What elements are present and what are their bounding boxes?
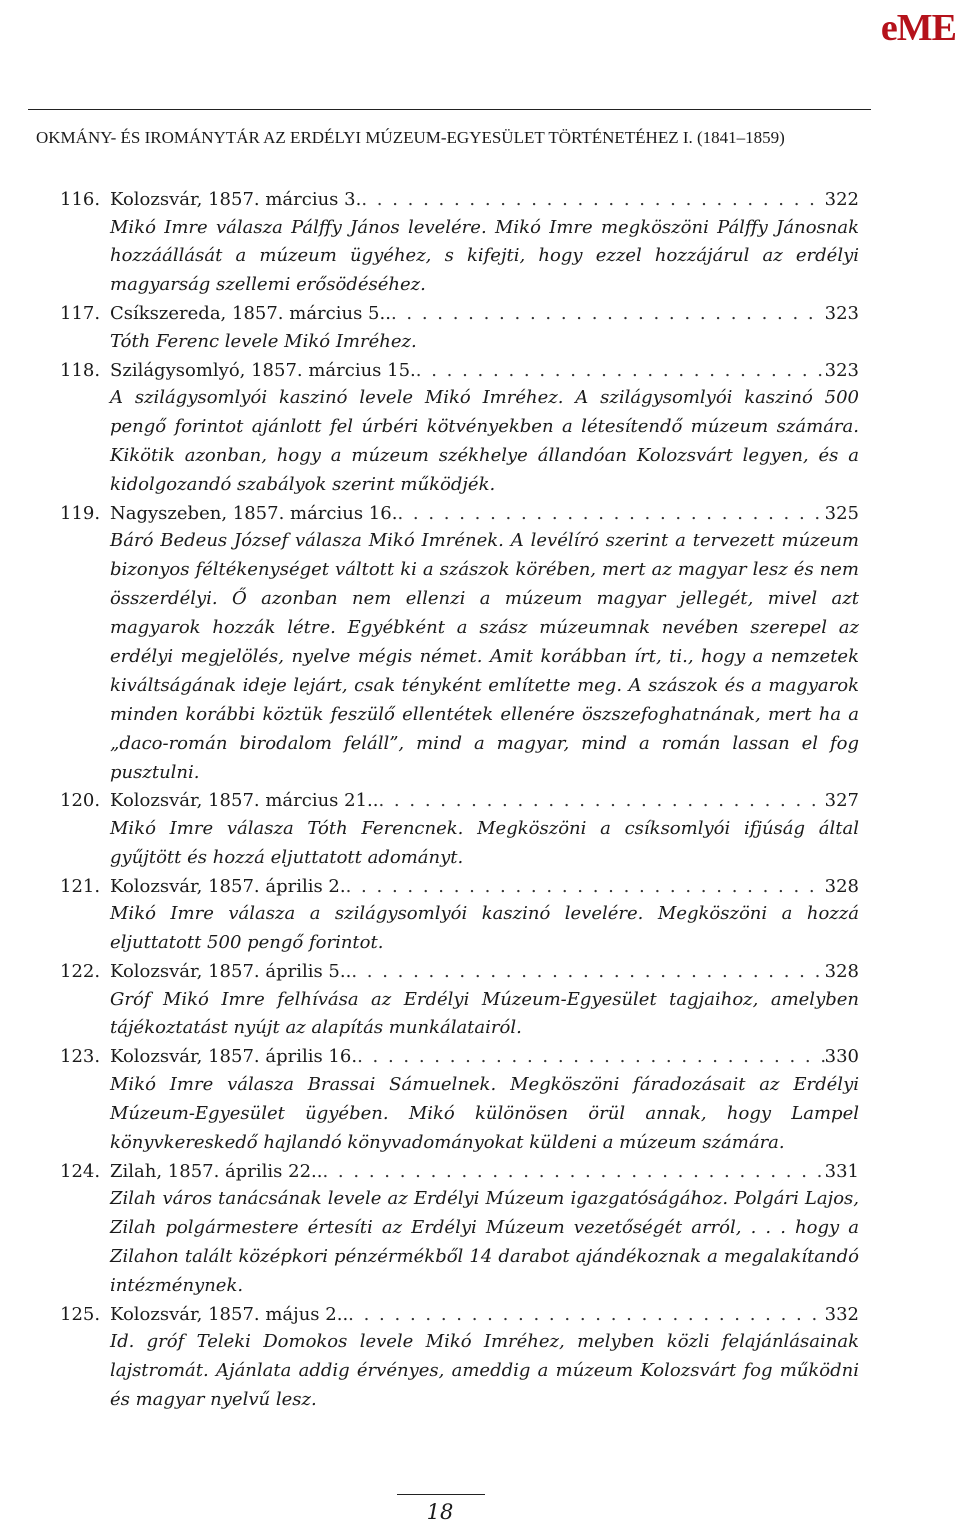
entry-title: Báró Bedeus József válasza Mikó Imrének.	[110, 530, 504, 552]
entry-title: A szilágysomlyói kaszinó levele Mikó Imréhez.	[110, 387, 564, 409]
document-entry	[60, 873, 859, 958]
entry-number: 119.	[60, 502, 101, 524]
document-entry	[60, 787, 859, 872]
entry-number: 122.	[60, 961, 101, 983]
entry-description	[110, 384, 859, 500]
document-list	[60, 186, 859, 1415]
entry-heading	[60, 300, 859, 328]
entry-heading	[60, 357, 859, 385]
entry-place-date: Kolozsvár, 1857. május 2..	[110, 1303, 349, 1325]
entry-summary: Polgári Lajos, Zilah polgármestere értesíti az Erdélyi Múzeum vezetőségét arról, . . . hogy a Zilahon talált középkori pénzérmékből 14 darabot ajándékoznak a megalakítandó intézménynek.	[110, 1188, 859, 1296]
entry-page: 328	[824, 875, 859, 897]
entry-description	[110, 214, 859, 301]
entry-summary: Megköszöni fáradozásait az Erdélyi Múzeum-Egyesület ügyében. Mikó különösen örül annak, hogy Lampel könyvkereskedő hajlandó könyvadományokat küldeni a múzeum számára.	[110, 1073, 859, 1153]
leader-dots	[391, 300, 825, 328]
entry-place-date: Kolozsvár, 1857. március 3.	[110, 189, 362, 210]
entry-number: 117.	[60, 303, 101, 325]
entry-heading	[60, 186, 859, 214]
leader-dots	[397, 500, 824, 528]
document-entry	[60, 1301, 859, 1415]
entry-page: 327	[824, 790, 859, 812]
footer-rule	[397, 1494, 485, 1495]
document-entry	[60, 500, 859, 788]
entry-page: 322	[824, 189, 859, 210]
entry-title: Gróf Mikó Imre felhívása az Erdélyi Múzeum-Egyesület tagjaihoz,	[110, 988, 759, 1010]
page-number: 18	[426, 1500, 454, 1524]
entry-place-date: Kolozsvár, 1857. április 2.	[110, 875, 346, 897]
entry-summary: Megköszöni a csíksomlyói ifjúság által gyűjtött és hozzá eljuttatott adományt.	[110, 817, 859, 868]
entry-place-date: Nagyszeben, 1857. március 16.	[110, 502, 398, 524]
entry-summary: A levélíró szerint a tervezett múzeum bizonyos féltékenységet váltott ki a szászok körében, mert az magyar lesz és nem összerdélyi. Ő azonban nem ellenzi a múzeum magyar jellegét, mivel azt magyarok hozzák létre. Egyébként a szász múzeumnak nevében szerepel az erdélyi megjelölés, nyelve mégis német. Amit korábban írt, ti., hogy a nemzetek kiváltságának ideje lejárt, csak tényként említette meg. A szászok és a magyarok minden korábbi köztük feszülő ellentétek ellenére öszszefoghatnának, mert ha a „daco-román birodalom feláll”, mind a magyar, mind a román lassan el fog pusztulni.	[110, 530, 859, 783]
entry-page: 323	[824, 359, 859, 381]
entry-title: Mikó Imre válasza a szilágysomlyói kaszinó levelére.	[110, 903, 644, 925]
entry-number: 125.	[60, 1303, 101, 1325]
entry-description	[110, 1328, 859, 1415]
entry-title: Zilah város tanácsának levele az Erdélyi Múzeum igazgatóságához.	[110, 1188, 729, 1210]
entry-heading	[60, 1043, 859, 1071]
leader-dots	[346, 873, 825, 901]
entry-heading	[60, 1301, 859, 1329]
entry-number: 121.	[60, 875, 101, 897]
leader-dots	[351, 958, 824, 986]
entry-page: 330	[824, 1046, 859, 1068]
leader-dots	[348, 1301, 824, 1329]
document-entry	[60, 186, 859, 300]
entry-place-date: Szilágysomlyó, 1857. március 15.	[110, 359, 416, 381]
entry-heading	[60, 500, 859, 528]
entry-place-date: Kolozsvár, 1857. április 16.	[110, 1046, 358, 1068]
entry-title: Mikó Imre válasza Tóth Ferencnek.	[110, 817, 464, 839]
entry-page: 325	[824, 502, 859, 524]
entry-number: 118.	[60, 359, 101, 381]
leader-dots	[378, 787, 824, 815]
entry-place-date: Csíkszereda, 1857. március 5..	[110, 303, 391, 325]
document-entry	[60, 1158, 859, 1301]
entry-place-date: Zilah, 1857. április 22..	[110, 1160, 323, 1182]
entry-description	[110, 900, 859, 958]
entry-description	[110, 527, 859, 787]
entry-title: Mikó Imre válasza Pálffy János levelére.	[110, 216, 487, 238]
entry-summary: amelyben tájékoztatást nyújt az alapítás munkálatairól.	[110, 988, 859, 1039]
leader-dots	[322, 1158, 824, 1186]
leader-dots	[416, 357, 825, 385]
entry-page: 331	[824, 1160, 859, 1182]
document-entry	[60, 357, 859, 500]
entry-description	[110, 1071, 859, 1158]
entry-summary: Mikó Imre megköszöni Pálffy Jánosnak hozzáállását a múzeum ügyéhez, s kifejti, hogy ezzel hozzájárul az erdélyi magyarság szellemi erősödéséhez.	[110, 216, 859, 296]
entry-description	[110, 815, 859, 873]
entry-number: 123.	[60, 1046, 101, 1068]
leader-dots	[361, 186, 824, 214]
entry-number: 124.	[60, 1160, 101, 1182]
entry-page: 332	[824, 1303, 859, 1325]
entry-page: 323	[824, 303, 859, 325]
entry-summary: A szilágysomlyói kaszinó 500 pengő forintot ajánlott fel úrbéri kötvényekben a létesítendő múzeum számára. Kikötik azonban, hogy a múzeum székhelye állandóan Kolozsvárt legyen, és a kidolgozandó szabályok szerint működjék.	[110, 387, 859, 495]
document-entry	[60, 958, 859, 1043]
entry-heading	[60, 873, 859, 901]
entry-number: 120.	[60, 790, 101, 812]
leader-dots	[357, 1043, 825, 1071]
entry-title: Mikó Imre válasza Brassai Sámuelnek.	[110, 1073, 497, 1095]
document-entry	[60, 1043, 859, 1157]
document-entry	[60, 300, 859, 356]
entry-description	[110, 1185, 859, 1301]
entry-description	[110, 328, 859, 357]
entry-title: Id. gróf Teleki Domokos levele Mikó Imréhez,	[110, 1331, 565, 1353]
entry-heading	[60, 1158, 859, 1186]
entry-page: 328	[824, 961, 859, 983]
entry-title: Tóth Ferenc levele Mikó Imréhez.	[110, 330, 417, 352]
entry-description	[110, 986, 859, 1044]
entry-summary: melyben közli felajánlásainak lajstromát. Ajánlata addig érvényes, ameddig a múzeum Kolozsvárt fog működni és magyar nyelvű lesz.	[110, 1331, 859, 1410]
entry-heading	[60, 958, 859, 986]
entry-place-date: Kolozsvár, 1857. március 21..	[110, 790, 379, 812]
publisher-logo: eME	[880, 7, 956, 49]
running-head: OKMÁNY- ÉS IROMÁNYTÁR AZ ERDÉLYI MÚZEUM-EGYESÜLET TÖRTÉNETÉHEZ I. (1841–1859)	[36, 128, 785, 147]
header-rule	[28, 109, 871, 110]
entry-number: 116.	[60, 189, 101, 210]
entry-heading	[60, 787, 859, 815]
entry-place-date: Kolozsvár, 1857. április 5..	[110, 961, 352, 983]
entry-summary: Megköszöni a hozzá eljuttatott 500 pengő forintot.	[110, 903, 859, 954]
